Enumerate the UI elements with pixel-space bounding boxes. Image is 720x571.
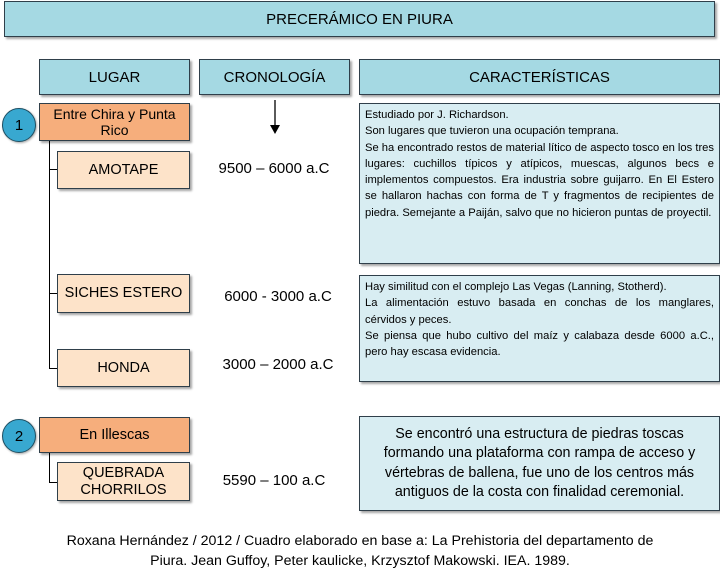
desc1-line-2: Son lugares que tuvieron una ocupación temprana. [365,125,619,138]
description-group-2: Se encontró una estructura de piedras toscas formando una plataforma con rampa de acceso y vértebras de ballena, fue uno de los centros más antiguos de la costa con finalidad ceremonial. [359,416,720,511]
date-honda: 3000 – 2000 a.C [222,356,334,373]
desc1-line-1: Estudiado por J. Richardson. [365,109,509,121]
desc2-line-3: Se piensa que hubo cultivo del maíz y calabaza desde 6000 a.C., pero hay escasa evidencia. [365,329,714,359]
header-caracteristicas: CARACTERÍSTICAS [359,59,720,95]
chronology-arrow [265,100,285,136]
date-quebrada-chorrilos: 5590 – 100 a.C [222,472,326,489]
desc1-line-3: Se ha encontrado restos de material lítico de aspecto tosco en los tres lugares: cuchillos típicos y atípicos, muescas, algunos becs e implementos compuestos. Era industria sobre guijarro. En El Estero se hallaron hachas con forma de T y fragmentos de recipientes de piedra. Semejante a Paiján, salvo que no hicieron puntas de proyectil. [365,141,714,219]
desc2-line-2: La alimentación estuvo basada en conchas de los manglares, cérvidos y peces. [365,297,714,326]
header-lugar: LUGAR [39,59,190,95]
connector-siches [49,293,57,294]
group-2-connector [49,453,50,482]
site-honda: HONDA [57,349,190,387]
citation-line-1: Roxana Hernández / 2012 / Cuadro elaborado en base a: La Prehistoria del departamento de [66,533,654,549]
connector-quebrada [49,482,57,483]
group-2-number-badge: 2 [2,419,36,453]
source-citation [0,531,720,571]
description-group-1-b [359,275,720,382]
group-1-connector [49,141,50,368]
desc2-line-1: Hay similitud con el complejo Las Vegas (Lanning, Stotherd). [365,281,667,293]
site-quebrada-chorrilos: QUEBRADA CHORRILOS [57,462,190,501]
diagram-title: PRECERÁMICO EN PIURA [4,1,715,37]
group-1-number-badge: 1 [2,108,36,142]
description-group-1-a [359,103,720,264]
header-cronologia: CRONOLOGÍA [199,59,350,95]
connector-amotape [49,169,57,170]
citation-line-2: Piura. Jean Guffoy, Peter kaulicke, Krzysztof Makowski. IEA. 1989. [150,553,570,569]
date-siches-estero: 6000 - 3000 a.C [224,288,332,305]
date-amotape: 9500 – 6000 a.C [218,160,330,177]
site-amotape: AMOTAPE [57,151,190,189]
site-siches-estero: SICHES ESTERO [57,274,190,313]
group-2-location: En Illescas [39,417,190,453]
connector-honda [49,368,57,369]
group-1-location: Entre Chira y Punta Rico [39,103,190,141]
